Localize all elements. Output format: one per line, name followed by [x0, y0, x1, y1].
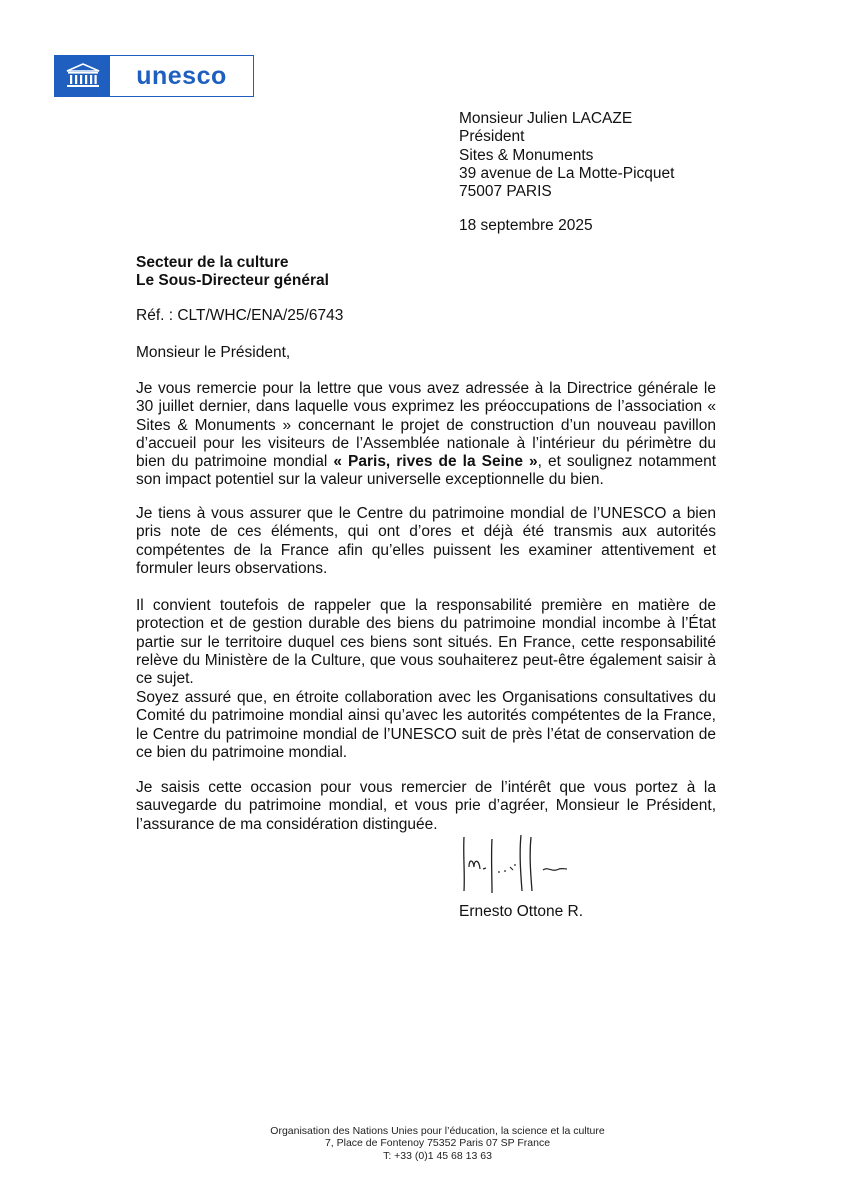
logo-wordmark: unesco [136, 61, 227, 90]
paragraph-1-text-b: , et soulignez notamment son impact potentiel sur la valeur universelle exceptionnelle du bien. [136, 453, 717, 489]
unesco-temple-icon [55, 56, 110, 96]
letter-date: 18 septembre 2025 [459, 217, 593, 234]
footer-address: 7, Place de Fontenoy 75352 Paris 07 SP France [324, 1137, 551, 1150]
salutation: Monsieur le Président, [136, 344, 291, 361]
footer [0, 1125, 849, 1162]
paragraph-1-site-name: « Paris, rives de la Seine » [333, 453, 538, 471]
paragraph-5: Je saisis cette occasion pour vous remercier de l’intérêt que vous portez à la sauvegarde du patrimoine mondial, et vous prie d’agréer, Monsieur le Président, l’assurance de ma considération distinguée. [136, 779, 716, 833]
paragraph-1-text-a: Je vous remercie pour la lettre que vous avez adressée à la Directrice générale le 30 juillet dernier, dans laquelle vous exprimez les préoccupations de l’association « Sites & Monuments » concernant le projet de construction d’un nouveau pavillon d’accueil pour les visiteurs de l’Assemblée nationale à l’intérieur du périmètre du bien du patrimoine mondial [136, 380, 716, 471]
paragraph-1 [136, 380, 716, 490]
sender-sector: Secteur de la culture [136, 254, 289, 271]
paragraph-4: Soyez assuré que, en étroite collaboration avec les Organisations consultatives du Comité du patrimoine mondial ainsi qu’avec les autorités compétentes de la France, le Centre du patrimoine mondial de l’UNESCO suit de près l’état de conservation de ce bien du patrimoine mondial. [136, 689, 716, 761]
signer-name: Ernesto Ottone R. [459, 903, 584, 920]
recipient-address [459, 110, 674, 201]
paragraph-3: Il convient toutefois de rappeler que la responsabilité première en matière de protection et de gestion durable des biens du patrimoine mondial incombe à l’État partie sur le territoire duquel ces biens sont situés. En France, cette responsabilité relève du Ministère de la Culture, que vous souhaiterez peut-être également saisir à ce sujet. [136, 597, 716, 688]
paragraph-2: Je tiens à vous assurer que le Centre du patrimoine mondial de l’UNESCO a bien pris note de ces éléments, qui ont d’ores et déjà été transmis aux autorités compétentes de la France afin qu’elles puissent les examiner attentivement et formuler leurs observations. [136, 505, 716, 577]
unesco-logo [54, 55, 254, 97]
recipient-name: Monsieur Julien LACAZE [459, 110, 633, 127]
sender-block [136, 254, 329, 291]
recipient-street: 39 avenue de La Motte-Picquet [459, 164, 675, 182]
recipient-organization: Sites & Monuments [459, 146, 594, 164]
footer-organization: Organisation des Nations Unies pour l’éducation, la science et la culture [270, 1125, 605, 1137]
recipient-title: Président [459, 128, 525, 146]
handwritten-signature-icon [455, 825, 585, 900]
sender-role: Le Sous-Directeur général [136, 272, 329, 290]
footer-phone: T: +33 (0)1 45 68 13 63 [383, 1149, 492, 1162]
reference-number: Réf. : CLT/WHC/ENA/25/6743 [136, 307, 344, 324]
recipient-city: 75007 PARIS [459, 183, 552, 201]
